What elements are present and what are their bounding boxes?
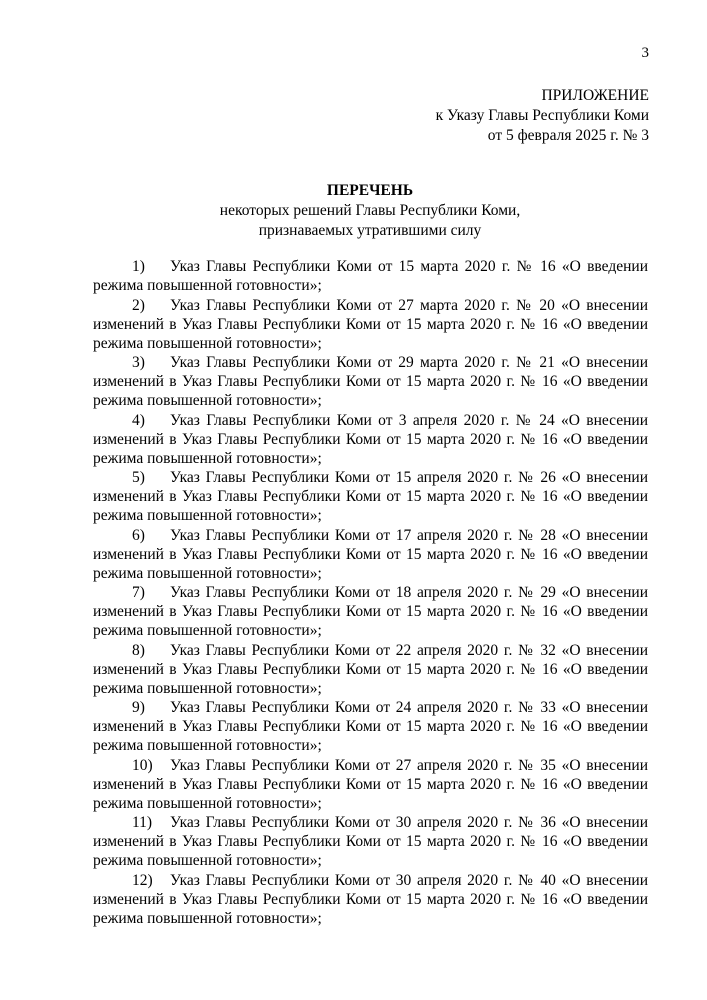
- list-item: [93, 698, 648, 755]
- list-item-number: 5): [132, 469, 145, 486]
- list-item: [93, 756, 648, 813]
- list-item-number: 9): [132, 699, 145, 716]
- list-item-text: Указ Главы Республики Коми от 29 марта 2020 г. № 21 «О внесении изменений в Указ Главы Республики Коми от 15 марта 2020 г. № 16 «О введении режима повышенной готовности»;: [93, 354, 648, 409]
- decree-list: [93, 257, 648, 928]
- list-item-text: Указ Главы Республики Коми от 30 апреля 2020 г. № 40 «О внесении изменений в Указ Главы Республики Коми от 15 марта 2020 г. № 16 «О введении режима повышенной готовности»;: [93, 871, 648, 927]
- list-item-text: Указ Главы Республики Коми от 18 апреля 2020 г. № 29 «О внесении изменений в Указ Главы Республики Коми от 15 марта 2020 г. № 16 «О введении режима повышенной готовности»;: [93, 584, 648, 639]
- list-item-text: Указ Главы Республики Коми от 17 апреля 2020 г. № 28 «О внесении изменений в Указ Главы Республики Коми от 15 марта 2020 г. № 16 «О введении режима повышенной готовности»;: [93, 526, 648, 582]
- list-item-number: 3): [132, 354, 145, 371]
- list-item-number: 10): [132, 756, 153, 774]
- list-item-text: Указ Главы Республики Коми от 3 апреля 2020 г. № 24 «О внесении изменений в Указ Главы Республики Коми от 15 марта 2020 г. № 16 «О введении режима повышенной готовности»;: [93, 411, 648, 467]
- appendix-decree-date: от 5 февраля 2025 г. № 3: [487, 127, 649, 144]
- list-item-text: Указ Главы Республики Коми от 30 апреля 2020 г. № 36 «О внесении изменений в Указ Главы Республики Коми от 15 марта 2020 г. № 16 «О введении режима повышенной готовности»;: [93, 814, 648, 869]
- list-item: [93, 353, 648, 410]
- list-item-number: 1): [132, 258, 145, 275]
- list-item: [93, 257, 648, 295]
- list-item-number: 8): [132, 641, 145, 659]
- document-title: [0, 181, 707, 241]
- appendix-label: ПРИЛОЖЕНИЕ: [541, 87, 649, 104]
- appendix-header: [249, 86, 649, 146]
- title-heading: ПЕРЕЧЕНЬ: [326, 182, 414, 199]
- list-item: [93, 583, 648, 640]
- list-item-text: Указ Главы Республики Коми от 15 апреля 2020 г. № 26 «О внесении изменений в Указ Главы Республики Коми от 15 марта 2020 г. № 16 «О введении режима повышенной готовности»;: [93, 469, 648, 524]
- list-item: [93, 641, 648, 698]
- page-number: 3: [641, 45, 649, 61]
- list-item-number: 2): [132, 296, 145, 314]
- list-item: [93, 813, 648, 870]
- list-item: [93, 296, 648, 353]
- list-item-number: 11): [132, 814, 153, 831]
- list-item-number: 7): [132, 584, 145, 601]
- list-item: [93, 468, 648, 525]
- title-subtitle-line-2: признаваемых утратившими силу: [258, 222, 482, 239]
- list-item-text: Указ Главы Республики Коми от 15 марта 2020 г. № 16 «О введении режима повышенной готовности»;: [93, 258, 648, 294]
- list-item: [93, 871, 648, 928]
- list-item-number: 6): [132, 526, 145, 544]
- list-item: [93, 411, 648, 468]
- list-item-number: 4): [132, 411, 145, 429]
- title-subtitle-line-1: некоторых решений Главы Республики Коми,: [219, 202, 521, 219]
- list-item-text: Указ Главы Республики Коми от 27 апреля 2020 г. № 35 «О внесении изменений в Указ Главы Республики Коми от 15 марта 2020 г. № 16 «О введении режима повышенной готовности»;: [93, 756, 648, 812]
- list-item: [93, 526, 648, 583]
- list-item-number: 12): [132, 871, 153, 889]
- list-item-text: Указ Главы Республики Коми от 24 апреля 2020 г. № 33 «О внесении изменений в Указ Главы Республики Коми от 15 марта 2020 г. № 16 «О введении режима повышенной готовности»;: [93, 699, 648, 754]
- appendix-decree-reference: к Указу Главы Республики Коми: [435, 107, 649, 124]
- list-item-text: Указ Главы Республики Коми от 27 марта 2020 г. № 20 «О внесении изменений в Указ Главы Республики Коми от 15 марта 2020 г. № 16 «О введении режима повышенной готовности»;: [93, 296, 648, 352]
- list-item-text: Указ Главы Республики Коми от 22 апреля 2020 г. № 32 «О внесении изменений в Указ Главы Республики Коми от 15 марта 2020 г. № 16 «О введении режима повышенной готовности»;: [93, 641, 648, 697]
